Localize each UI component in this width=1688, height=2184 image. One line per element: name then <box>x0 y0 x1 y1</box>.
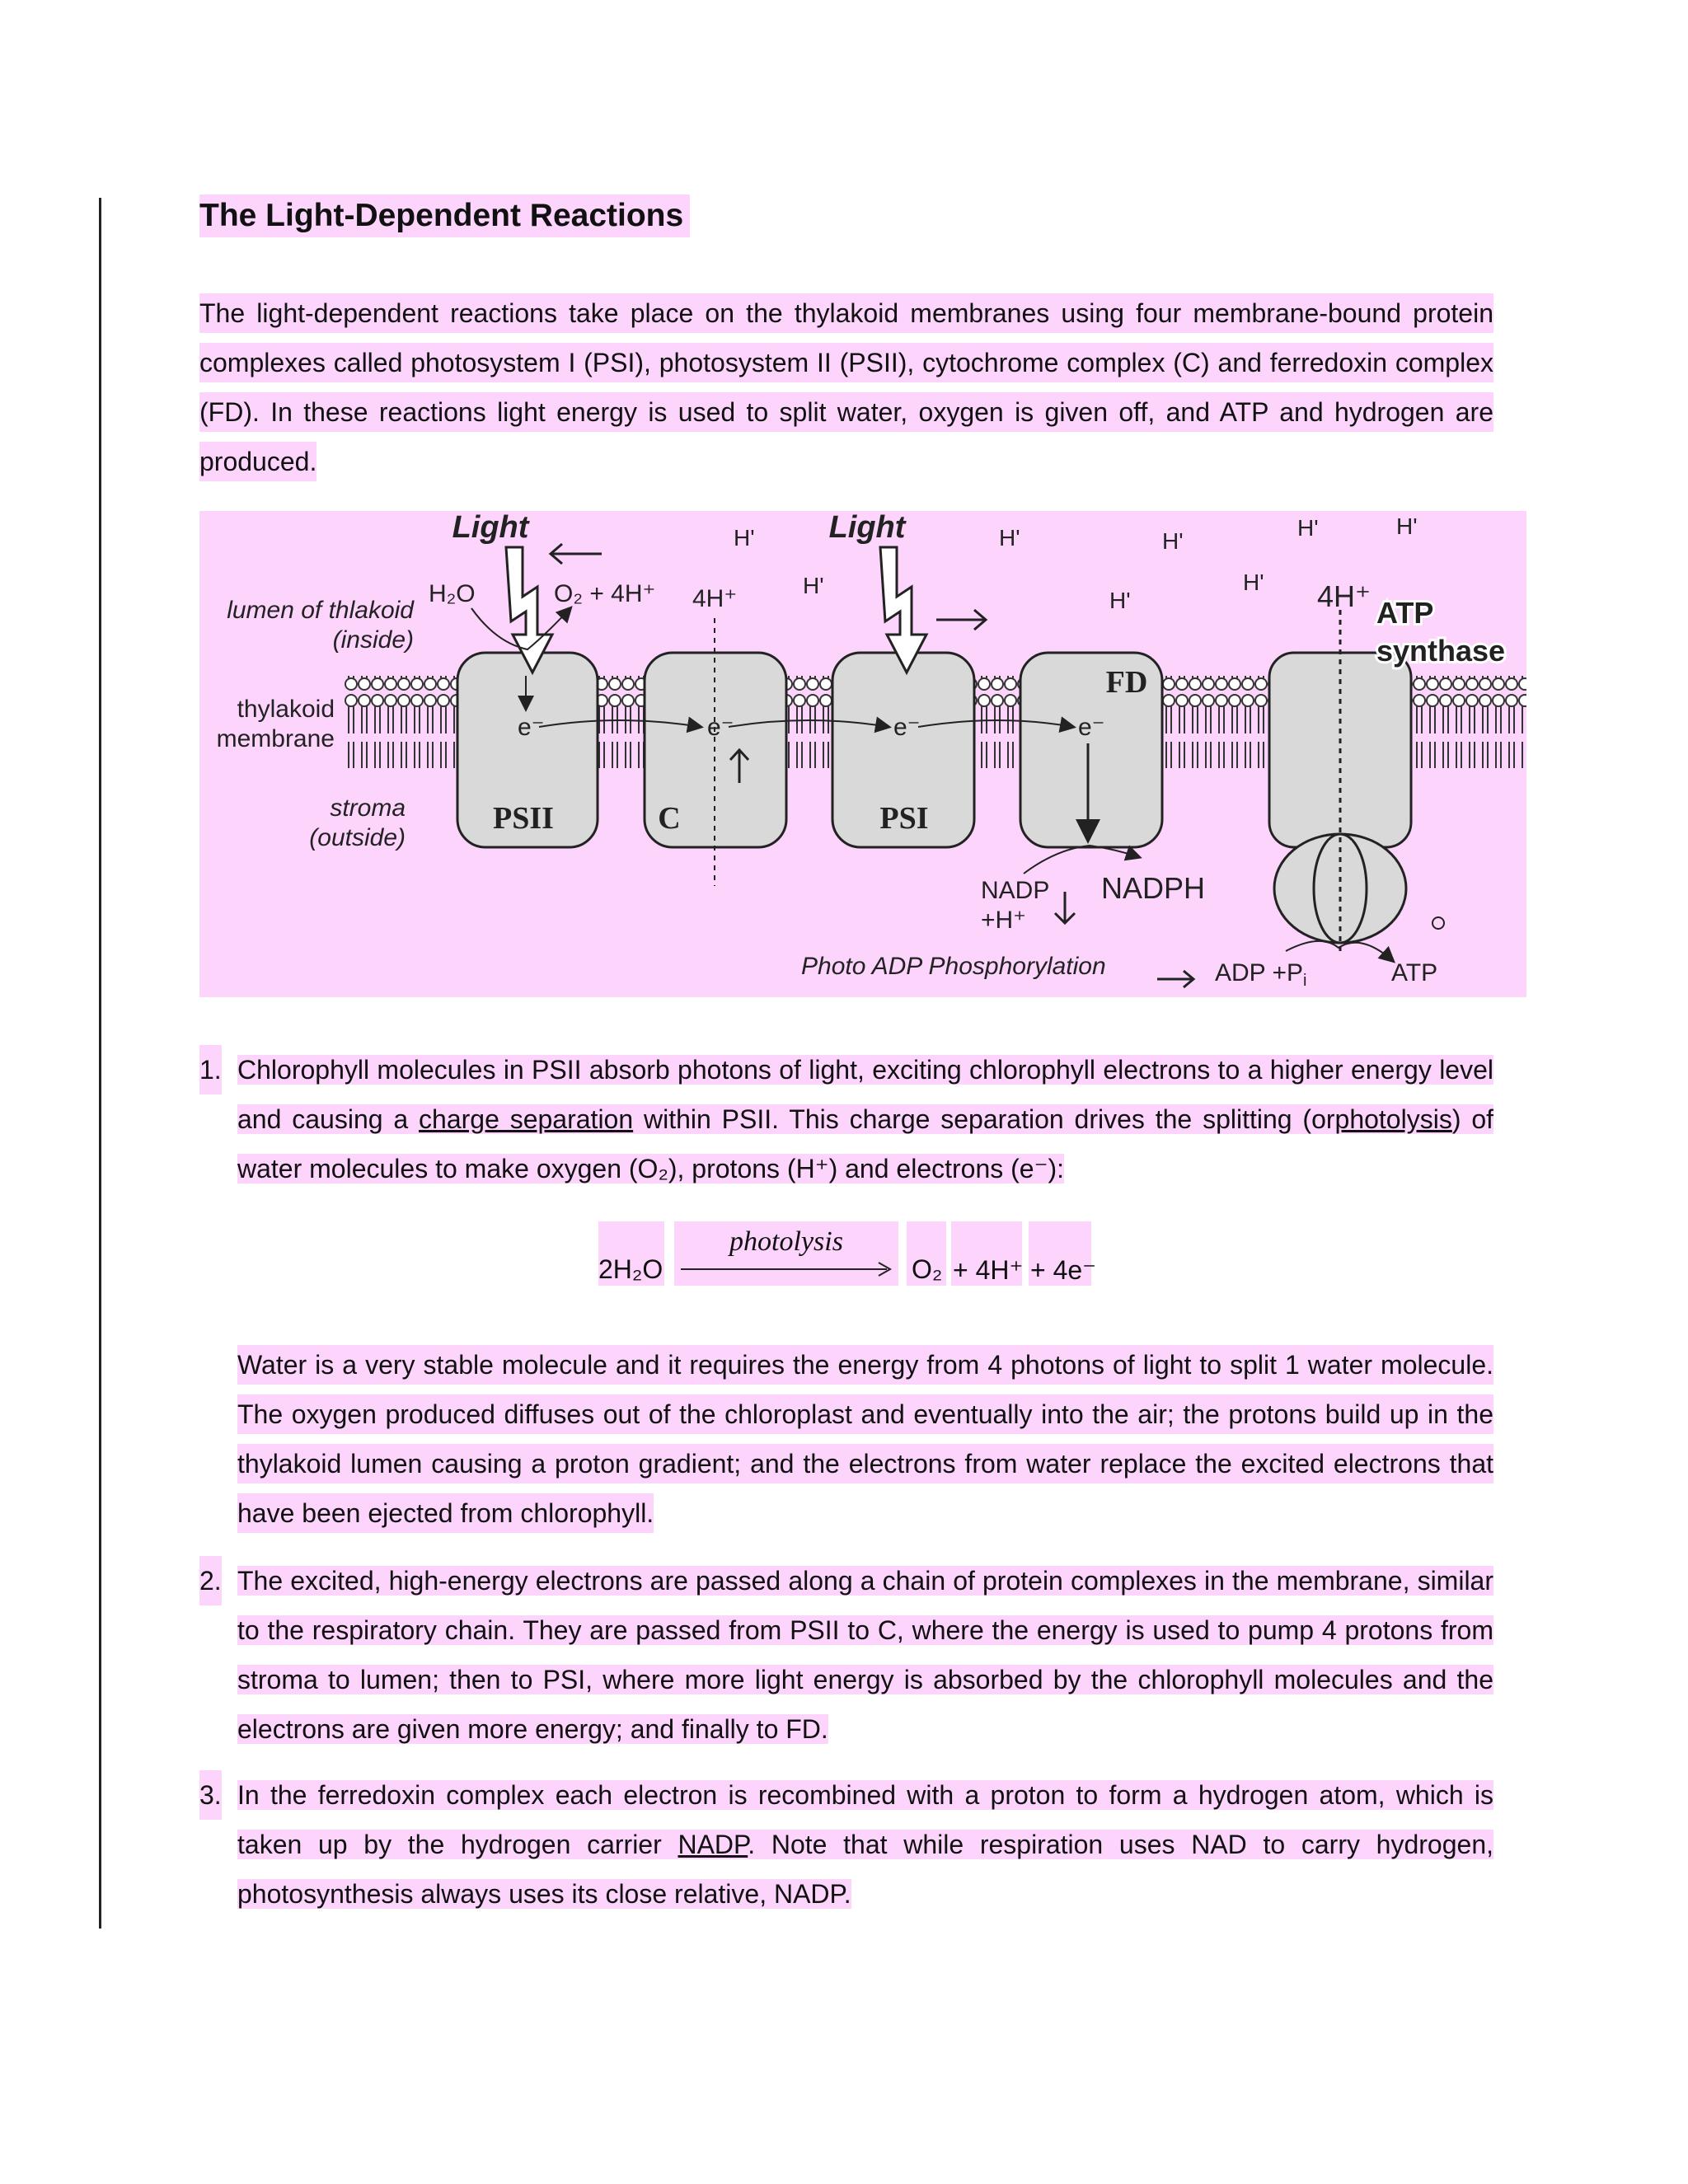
h2o-label: H₂O <box>429 580 476 607</box>
h-prime: H' <box>1396 513 1418 539</box>
membrane-label: thylakoid <box>237 696 335 723</box>
h-prime: H' <box>1243 569 1264 595</box>
h-prime: H' <box>999 525 1020 551</box>
item1-text-c: ) of water molecules to make oxygen (O₂), protons (H⁺) and electrons (e⁻): <box>237 1104 1493 1183</box>
item1-text-a: Chlorophyll molecules in PSII absorb photons of light, exciting chlorophyll electrons to a higher energy level and causing a <box>237 1055 1493 1134</box>
stroma-label: stroma <box>330 794 406 822</box>
item2-text: The excited, high-energy electrons are passed along a chain of protein complexes in the membrane, similar to the respiratory chain. They are passed from PSII to C, where the energy is used to pump 4 protons from stroma to lumen; then to PSI, where more light energy is absorbed by the chlorophyll molecules and the electrons are given more energy; and finally to FD. <box>237 1566 1493 1744</box>
o2-4h-label: O₂ + 4H⁺ <box>554 580 656 607</box>
list-item-2 <box>199 1556 1493 1754</box>
light-reactions-diagram <box>199 511 1526 997</box>
equation-protons: + 4H⁺ <box>953 1255 1024 1285</box>
page-title: The Light-Dependent Reactions <box>199 194 690 237</box>
atp-4h-label: 4H⁺ <box>1317 579 1372 613</box>
nadp-h-label: +H⁺ <box>981 907 1027 934</box>
equation-reactant: 2H₂O <box>598 1254 663 1284</box>
photo-adp-arrow-icon <box>1157 971 1193 987</box>
charge-separation-link[interactable]: charge separation <box>419 1104 634 1134</box>
intro-paragraph <box>199 288 1493 486</box>
list-item-body <box>237 1556 1493 1754</box>
c-4h-label: 4H⁺ <box>692 585 738 612</box>
item1-text-b: within PSII. This charge separation drives the splitting (or <box>633 1104 1335 1134</box>
nadp-to-nadph-arrow <box>1024 846 1139 874</box>
right-arrow-icon <box>936 610 986 630</box>
small-circle <box>1432 917 1444 929</box>
intro-text: The light-dependent reactions take place on the thylakoid membranes using four membrane-bound protein complexes called photosystem I (PSI), photosystem II (PSII), cytochrome complex (C) and ferredoxin complex (FD). In these reactions light energy is used to split water, oxygen is given off, and ATP and hydrogen are produced. <box>199 293 1493 481</box>
c-label: C <box>658 801 681 836</box>
equation-arrow-icon <box>681 1261 897 1277</box>
lumen-label: lumen of thlakoid <box>227 597 414 624</box>
electron-psii: e⁻ <box>518 714 545 741</box>
lumen-label-sub: (inside) <box>332 626 414 654</box>
membrane-label-sub: membrane <box>216 725 335 752</box>
equation-arrow-label: photolysis <box>729 1226 843 1257</box>
equation-oxygen: O₂ <box>912 1254 943 1284</box>
list-item-3 <box>199 1770 1493 1919</box>
item3-text-b: . Note that while respiration uses NAD to carry hydrogen, photosynthesis always uses its close relative, NADP. <box>237 1830 1494 1909</box>
nadph-label: NADPH <box>1101 871 1206 905</box>
list-number: 3. <box>199 1770 222 1820</box>
atp-synthase-label-sub: synthase <box>1376 634 1506 668</box>
water-text: Water is a very stable molecule and it requires the energy from 4 photons of light to split 1 water molecule. The oxygen produced diffuses out of the chloroplast and eventually into the air; the protons build up in the thylakoid lumen causing a proton gradient; and the electrons from water replace the excited electrons that have been ejected from chlorophyll. <box>237 1345 1493 1533</box>
light-label-1: Light <box>452 511 529 545</box>
h-prime: H' <box>1162 528 1184 554</box>
item3-text-a: In the ferredoxin complex each electron is recombined with a proton to form a hydrogen atom, which is taken up by the hydrogen carrier <box>237 1780 1493 1859</box>
photolysis-link[interactable]: photolysis <box>1334 1104 1452 1134</box>
electron-psi: e⁻ <box>893 714 921 741</box>
water-paragraph <box>237 1340 1493 1538</box>
atp-product-label: ATP <box>1391 959 1438 987</box>
nadp-link[interactable]: NADP <box>678 1830 748 1859</box>
h-prime: H' <box>734 525 755 551</box>
list-number: 1. <box>199 1045 222 1094</box>
h-prime: H' <box>1297 515 1319 541</box>
nadp-down-arrow-icon <box>1055 892 1075 923</box>
light-label-2: Light <box>828 511 906 545</box>
left-arrow-icon <box>551 544 602 564</box>
h-prime: H' <box>1109 588 1131 613</box>
electron-fd: e⁻ <box>1078 714 1105 741</box>
fd-label: FD <box>1105 665 1148 700</box>
margin-rule <box>99 198 101 1929</box>
psii-label: PSII <box>493 801 554 836</box>
list-number: 2. <box>199 1556 222 1605</box>
stroma-label-sub: (outside) <box>309 824 406 851</box>
atp-synthase-label: ATP <box>1376 596 1434 630</box>
psi-label: PSI <box>879 801 929 836</box>
nadp-label: NADP <box>981 877 1050 904</box>
list-item-body <box>237 1770 1493 1919</box>
list-item-body <box>237 1045 1493 1193</box>
photo-adp-label: Photo ADP Phosphorylation <box>801 953 1106 980</box>
list-item-1 <box>199 1045 1493 1193</box>
equation-electrons: + 4e⁻ <box>1030 1255 1097 1285</box>
h-prime: H' <box>803 573 824 598</box>
adp-pi-label: ADP $+P_i$ <box>1215 959 1307 990</box>
electron-c: e⁻ <box>707 714 734 741</box>
